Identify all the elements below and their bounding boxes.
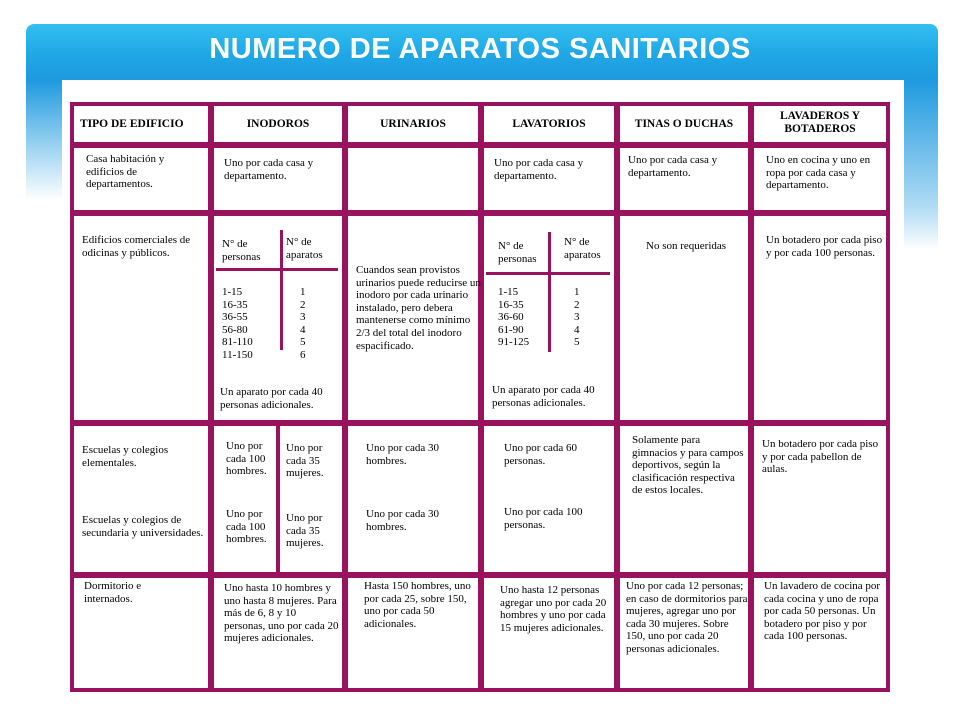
row2-inodoros: N° de personas N° de aparatos 1-15 16-35 36-55 56-80 81-110 11-150 1 2 3 4 5 6 Un aparato por cada 40 personas adicionales.	[214, 216, 342, 420]
row1-lavaderos: Uno en cocina y uno en ropa por cada casa y departamento.	[754, 148, 886, 210]
header-tipo: TIPO DE EDIFICIO	[74, 106, 208, 142]
page-title: NUMERO DE APARATOS SANITARIOS	[209, 33, 751, 65]
row3-tinas: Solamente para gimnacios y para campos deportivos, según la clasificación respectiva de estos locales.	[620, 426, 748, 572]
row4-lavatorios: Uno hasta 12 personas agregar uno por cada 20 hombres y uno por cada 15 mujeres adicionales.	[484, 578, 614, 688]
row3-lavatorios: Uno por cada 60 personas. Uno por cada 100 personas.	[484, 426, 614, 572]
header-lavaderos: LAVADEROS Y BOTADEROS	[754, 106, 886, 142]
row1-inodoros: Uno por cada casa y departamento.	[214, 148, 342, 210]
left-accent	[26, 80, 62, 200]
row2-urinarios: Cuandos sean provistos urinarios puede reducirse un inodoro por cada urinario instalado, pero debera mantenerse como mínimo 2/3 del total del inodoro espacificado.	[348, 216, 478, 420]
sanitary-table	[70, 102, 890, 692]
row4-tinas: Uno por cada 12 personas; en caso de dormitorios para mujeres, agregar uno por cada 30 mujeres. Sobre 150, uno por cada 20 personas adicionales.	[620, 578, 748, 688]
row4-urinarios: Hasta 150 hombres, uno por cada 25, sobre 150, uno por cada 50 adicionales.	[348, 578, 478, 688]
row2-lavaderos: Un botadero por cada piso y por cada 100 personas.	[754, 216, 886, 420]
header-lavatorios: LAVATORIOS	[484, 106, 614, 142]
row4-tipo: Dormitorio e internados.	[74, 578, 208, 688]
row3-urinarios: Uno por cada 30 hombres. Uno por cada 30 hombres.	[348, 426, 478, 572]
right-accent	[904, 80, 938, 250]
row4-inodoros: Uno hasta 10 hombres y uno hasta 8 mujeres. Para más de 6, 8 y 10 personas, uno por cada 20 mujeres adicionales.	[214, 578, 342, 688]
row3-inodoros-hombres: Uno por cada 100 hombres. Uno por cada 100 hombres.	[214, 426, 276, 572]
row3-lavaderos: Un botadero por cada piso y por cada pabellon de aulas.	[754, 426, 886, 572]
row1-tipo: Casa habitación y edificios de departamentos.	[74, 148, 208, 210]
row1-tinas: Uno por cada casa y departamento.	[620, 148, 748, 210]
row4-lavaderos: Un lavadero de cocina por cada cocina y uno de ropa por cada 50 personas. Un botadero por piso y por cada 100 personas.	[754, 578, 886, 688]
header-urinarios: URINARIOS	[348, 106, 478, 142]
header-tinas: TINAS O DUCHAS	[620, 106, 748, 142]
row2-tipo: Edificios comerciales de odicinas y públicos.	[74, 216, 208, 420]
row3-inodoros-mujeres: Uno por cada 35 mujeres. Uno por cada 35 mujeres.	[280, 426, 342, 572]
row1-lavatorios: Uno por cada casa y departamento.	[484, 148, 614, 210]
row2-tinas: No son requeridas	[620, 216, 748, 420]
row1-urinarios	[348, 148, 478, 210]
row2-lavatorios: N° de personas N° de aparatos 1-15 16-35 36-60 61-90 91-125 1 2 3 4 5 Un aparato por cada 40 personas adicionales.	[484, 216, 614, 420]
row3-tipo: Escuelas y colegios elementales. Escuelas y colegios de secundaria y universidades.	[74, 426, 208, 572]
header-inodoros: INODOROS	[214, 106, 342, 142]
